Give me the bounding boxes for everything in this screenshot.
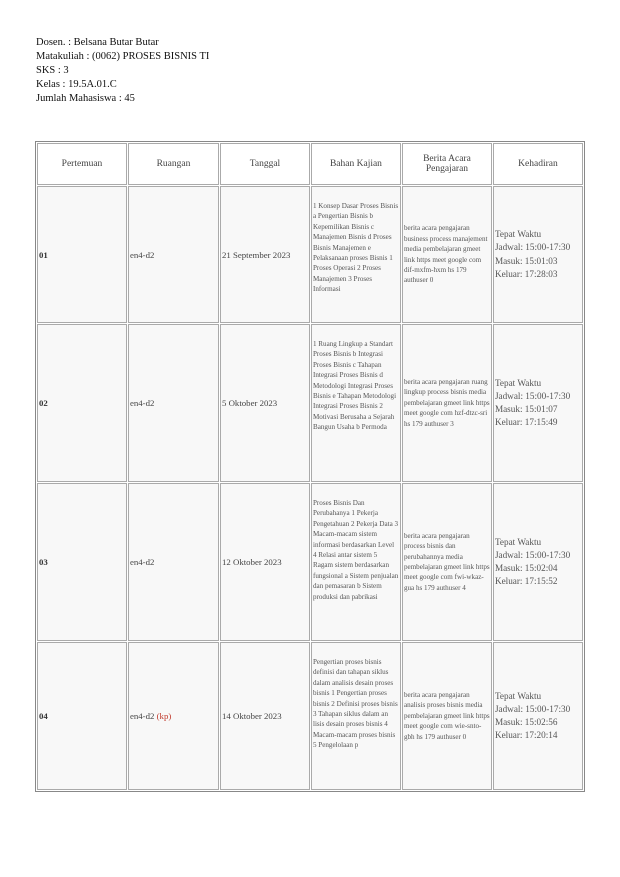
meeting-number: 03 [37, 483, 127, 641]
room [128, 642, 219, 790]
check-in-time: Masuk: 15:02:04 [494, 563, 558, 573]
study-material: Pengertian proses bisnis definisi dan tahapan siklus dalam analisis desain proses bisnis 1 Pengertian proses bisnis 2 Definisi proses bisnis 3 Tahapan siklus dalam an lisis desain proses bisnis 4 Macam-macam proses bisnis 5 Pengelolaan p [311, 642, 401, 790]
check-in-time: Masuk: 15:02:56 [494, 717, 558, 727]
column-header-berita-acara: Berita Acara Pengajaran [402, 143, 492, 185]
table-row [37, 483, 583, 641]
column-header-ruangan: Ruangan [128, 143, 219, 185]
study-material: 1 Konsep Dasar Proses Bisnis a Pengertian Bisnis b Kepemilikan Bisnis c Manajemen Bisnis d Proses Bisnis Manajemen e Pelaksanaan proses Bisnis 1 Proses Operasi 2 Proses Manajemen 3 Proses Informasi [311, 186, 401, 323]
attendance-status: Tepat Waktu [494, 536, 542, 547]
attendance [493, 642, 583, 790]
table-row [37, 642, 583, 790]
teaching-report: berita acara pengajaran analisis proses bisnis media pembelajaran gmeet link https meet google com wie-snto-gbh hs 179 authuser 0 [402, 642, 492, 790]
schedule-time: Jadwal: 15:00-17:30 [494, 703, 571, 714]
attendance-status: Tepat Waktu [494, 377, 542, 388]
teaching-report: berita acara pengajaran ruang lingkup process bisnis media pembelajaran gmeet link https meet google com hzf-dtzc-sri hs 179 authuser 3 [402, 324, 492, 482]
room [128, 186, 219, 323]
lecturer-info [36, 36, 209, 106]
schedule-time: Jadwal: 15:00-17:30 [494, 242, 571, 253]
lecturer-name: Dosen. : Belsana Butar Butar [36, 37, 159, 48]
check-out-time: Keluar: 17:20:14 [494, 730, 558, 741]
meeting-date: 21 September 2023 [220, 186, 310, 323]
column-header-bahan-kajian: Bahan Kajian [311, 143, 401, 185]
room-code: en4-d2 [129, 398, 155, 408]
course-name: Matakuliah : (0062) PROSES BISNIS TI [36, 51, 210, 62]
attendance [493, 186, 583, 323]
meeting-number: 02 [37, 324, 127, 482]
room-code: en4-d2 [129, 249, 155, 260]
table-header-row [37, 143, 583, 185]
meeting-date: 12 Oktober 2023 [220, 483, 310, 641]
check-out-time: Keluar: 17:15:49 [494, 417, 558, 428]
room [128, 483, 219, 641]
attendance [493, 483, 583, 641]
check-out-time: Keluar: 17:28:03 [494, 268, 558, 279]
room-code: en4-d2 [129, 557, 155, 567]
schedule-time: Jadwal: 15:00-17:30 [494, 549, 571, 560]
check-in-time: Masuk: 15:01:03 [494, 255, 558, 266]
table-row [37, 324, 583, 482]
schedule-time: Jadwal: 15:00-17:30 [494, 390, 571, 401]
attendance-status: Tepat Waktu [494, 229, 542, 240]
meeting-number: 04 [37, 642, 127, 790]
attendance-status: Tepat Waktu [494, 690, 542, 701]
room [128, 324, 219, 482]
check-out-time: Keluar: 17:15:52 [494, 576, 558, 587]
meeting-date: 14 Oktober 2023 [220, 642, 310, 790]
kp-badge: (kp) [156, 711, 172, 721]
column-header-tanggal: Tanggal [220, 143, 310, 185]
check-in-time: Masuk: 15:01:07 [494, 404, 558, 414]
attendance-table [35, 141, 585, 792]
column-header-kehadiran: Kehadiran [493, 143, 583, 185]
study-material: 1 Ruang Lingkup a Standart Proses Bisnis b Integrasi Proses Bisnis c Tahapan Integrasi Proses Bisnis d Metodologi Integrasi Proses Bisnis e Tahapan Metodologi Integrasi Proses Bisnis 2 Motivasi Berusaha a Sejarah Bangun Usaha b Permoda [311, 324, 401, 482]
study-material: Proses Bisnis Dan Perubahanya 1 Pekerja Pengetahuan 2 Pekerja Data 3 Macam-macam sistem informasi berdasarkan Level 4 Relasi antar sistem 5 Ragam sistem berdasarkan fungsional a Sistem penjualan dan pemasaran b Sistem produksi dan pabrikasi [311, 483, 401, 641]
credit-units: SKS : 3 [36, 65, 69, 76]
student-count: Jumlah Mahasiswa : 45 [36, 93, 135, 104]
class-code: Kelas : 19.5A.01.C [36, 79, 117, 90]
meeting-number: 01 [37, 186, 127, 323]
teaching-report: berita acara pengajaran business process manajement media pembelajaran gmeet link https meet google com dif-mxfm-hxm hs 179 authuser 0 [402, 186, 492, 323]
attendance [493, 324, 583, 482]
column-header-pertemuan: Pertemuan [37, 143, 127, 185]
teaching-report: berita acara pengajaran process bisnis dan perubahannya media pembelajaran gmeet link https meet google com fwi-wkaz-gua hs 179 authuser 4 [402, 483, 492, 641]
room-code: en4-d2 [129, 711, 155, 721]
meeting-date: 5 Oktober 2023 [220, 324, 310, 482]
table-row [37, 186, 583, 323]
